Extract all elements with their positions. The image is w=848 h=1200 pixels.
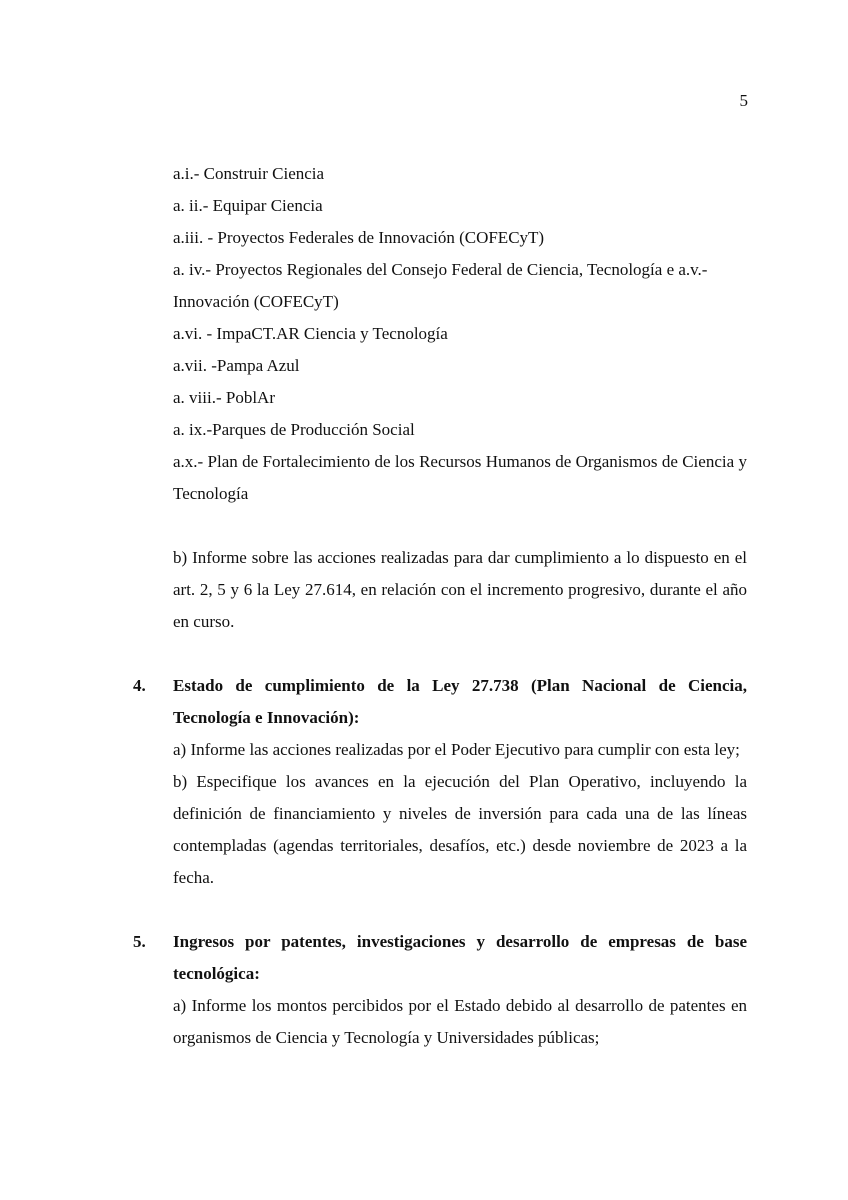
document-body <box>133 158 747 1054</box>
section-4-item-a: a) Informe las acciones realizadas por el Poder Ejecutivo para cumplir con esta ley; <box>173 740 740 759</box>
list-item-aiv-continued: Innovación (COFECyT) <box>173 292 339 311</box>
section-4-number: 4. <box>133 676 146 695</box>
section-5-number: 5. <box>133 932 146 951</box>
list-item-aiv: a. iv.- Proyectos Regionales del Consejo Federal de Ciencia, Tecnología e a.v.- <box>173 260 708 279</box>
section-5 <box>133 926 747 1054</box>
section-4-item-b: b) Especifique los avances en la ejecución del Plan Operativo, incluyendo la definición de financiamiento y niveles de inversión para cada una de las líneas contempladas (agendas territoriales, desafíos, etc.) desde noviembre de 2023 a la fecha. <box>173 772 747 887</box>
list-item-avii: a.vii. -Pampa Azul <box>173 356 300 375</box>
list-item-aviii: a. viii.- PoblAr <box>173 388 275 407</box>
list-item-aii: a. ii.- Equipar Ciencia <box>173 196 323 215</box>
section-4 <box>133 670 747 894</box>
list-item-ax: a.x.- Plan de Fortalecimiento de los Recursos Humanos de Organismos de Ciencia y Tecnología <box>173 452 747 503</box>
page-number: 5 <box>739 91 748 110</box>
list-item-ai: a.i.- Construir Ciencia <box>173 164 325 183</box>
section-4-title: Estado de cumplimiento de la Ley 27.738 (Plan Nacional de Ciencia, Tecnología e Innovación): <box>173 676 747 727</box>
list-item-aiii: a.iii. - Proyectos Federales de Innovación (COFECyT) <box>173 228 545 247</box>
list-item-avi: a.vi. - ImpaCT.AR Ciencia y Tecnología <box>173 324 448 343</box>
section-5-item-a: a) Informe los montos percibidos por el Estado debido al desarrollo de patentes en organismos de Ciencia y Tecnología y Universidades públicas; <box>173 996 747 1047</box>
list-item-aix: a. ix.-Parques de Producción Social <box>173 420 415 439</box>
section-5-title: Ingresos por patentes, investigaciones y desarrollo de empresas de base tecnológica: <box>173 932 747 983</box>
paragraph-item-b: b) Informe sobre las acciones realizadas para dar cumplimiento a lo dispuesto en el art. 2, 5 y 6 la Ley 27.614, en relación con el incremento progresivo, durante el año en curso. <box>173 548 747 631</box>
